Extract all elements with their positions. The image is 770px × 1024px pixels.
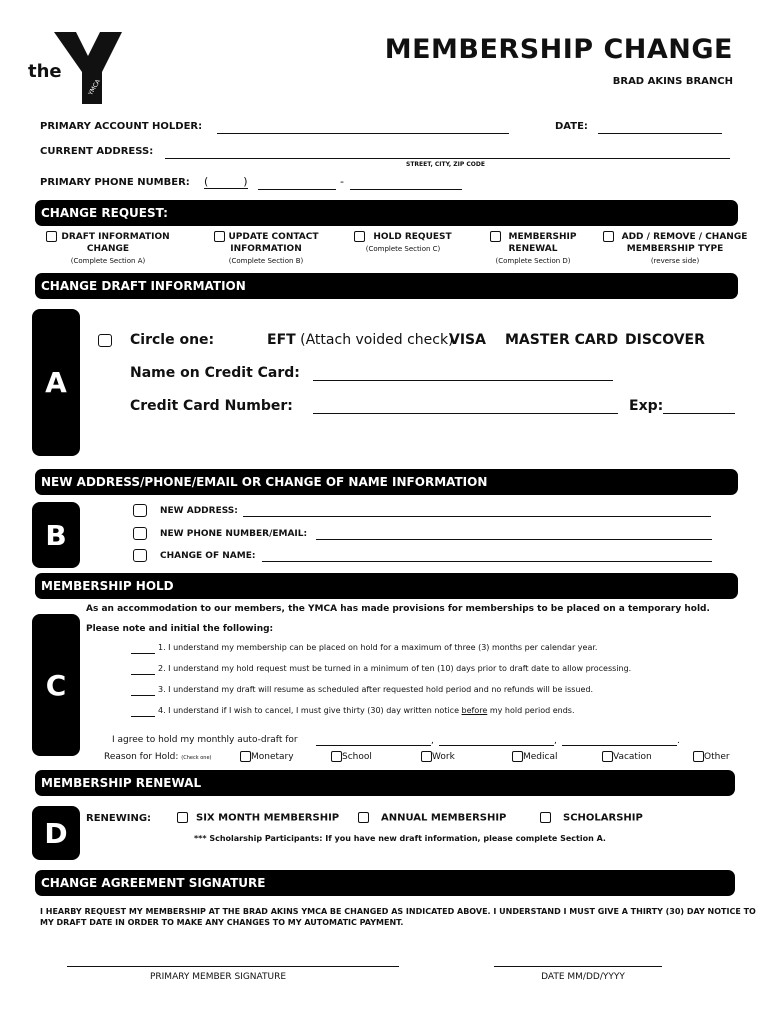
phone-area-code[interactable]: ( ) — [204, 175, 248, 188]
page-title: MEMBERSHIP CHANGE — [384, 34, 733, 65]
change-option-draft[interactable] — [38, 231, 178, 265]
signature-date-field[interactable] — [494, 966, 662, 967]
comma: , — [431, 736, 434, 746]
change-option-renewal[interactable] — [468, 231, 598, 265]
change-name-checkbox[interactable] — [133, 549, 147, 562]
section-c-bar: MEMBERSHIP HOLD — [35, 573, 738, 599]
term4-before: before — [461, 706, 488, 715]
section-c-tab: C — [32, 614, 80, 756]
exp-field[interactable] — [663, 413, 735, 414]
reason-label — [104, 752, 211, 762]
change-request-bar: CHANGE REQUEST: — [35, 200, 738, 226]
scholarship-option[interactable] — [540, 812, 643, 824]
new-address-field[interactable] — [243, 516, 711, 517]
hold-month-1[interactable] — [316, 745, 431, 746]
checkbox[interactable] — [354, 231, 365, 242]
option-line1: DRAFT INFORMATION — [61, 232, 170, 242]
option-line1: UPDATE CONTACT — [228, 232, 319, 242]
member-signature-field[interactable] — [67, 966, 399, 967]
initial-field[interactable] — [131, 674, 155, 675]
term4-end: my hold period ends. — [487, 706, 575, 715]
logo-the-text: the — [28, 61, 62, 82]
reason-option-label: Other — [704, 752, 730, 762]
checkbox[interactable] — [490, 231, 501, 242]
holder-label: PRIMARY ACCOUNT HOLDER: — [40, 121, 203, 132]
change-option-type[interactable] — [590, 231, 760, 265]
option-line2: CHANGE — [86, 244, 130, 254]
reason-option-label: Monetary — [251, 752, 294, 762]
checkbox[interactable] — [358, 812, 369, 823]
reason-option-label: Vacation — [613, 752, 652, 762]
reason-option-label: School — [342, 752, 372, 762]
address-field[interactable] — [165, 158, 730, 159]
new-address-label: NEW ADDRESS: — [160, 506, 238, 516]
visa-option[interactable]: VISA — [449, 332, 486, 348]
exp-label: Exp: — [629, 398, 664, 414]
comma: , — [554, 736, 557, 746]
signature-date-label: DATE MM/DD/YYYY — [541, 972, 625, 982]
section-d-tab: D — [32, 806, 80, 860]
checkbox[interactable] — [240, 751, 251, 762]
checkbox[interactable] — [214, 231, 225, 242]
reason-other[interactable] — [693, 751, 730, 762]
option-line2: INFORMATION — [230, 244, 302, 254]
scholarship-note: *** Scholarship Participants: If you have new draft information, please complete Section A. — [194, 834, 606, 843]
option-line2: MEMBERSHIP TYPE — [626, 244, 724, 254]
card-number-field[interactable] — [313, 413, 618, 414]
option-note: (Complete Section D) — [495, 257, 571, 265]
initial-field[interactable] — [131, 716, 155, 717]
reason-medical[interactable] — [512, 751, 557, 762]
reason-work[interactable] — [421, 751, 455, 762]
section-a-bar: CHANGE DRAFT INFORMATION — [35, 273, 738, 299]
branch-name: BRAD AKINS BRANCH — [612, 76, 733, 87]
address-hint: STREET, CITY, ZIP CODE — [406, 161, 485, 168]
section-b-bar: NEW ADDRESS/PHONE/EMAIL OR CHANGE OF NAME INFORMATION — [35, 469, 738, 495]
option-note: (Complete Section B) — [228, 257, 304, 265]
card-name-label: Name on Credit Card: — [130, 365, 300, 381]
date-label: DATE: — [555, 121, 588, 132]
new-phone-checkbox[interactable] — [133, 527, 147, 540]
annual-label: ANNUAL MEMBERSHIP — [381, 812, 507, 824]
section-b-tab: B — [32, 502, 80, 568]
mastercard-option[interactable]: MASTER CARD — [505, 332, 619, 348]
checkbox[interactable] — [421, 751, 432, 762]
new-phone-label: NEW PHONE NUMBER/EMAIL: — [160, 529, 308, 539]
reason-school[interactable] — [331, 751, 372, 762]
option-note: (reverse side) — [650, 257, 700, 265]
phone-line-field[interactable] — [350, 189, 462, 190]
checkbox[interactable] — [540, 812, 551, 823]
change-option-contact[interactable] — [196, 231, 336, 265]
new-phone-field[interactable] — [316, 539, 712, 540]
hold-term-3: 3. I understand my draft will resume as scheduled after requested hold period and no refunds will be issued. — [158, 685, 594, 694]
agree-text: I agree to hold my monthly auto-draft for — [112, 735, 298, 745]
option-line1: MEMBERSHIP — [508, 232, 577, 242]
checkbox[interactable] — [512, 751, 523, 762]
eft-label: EFT — [267, 332, 296, 348]
period: . — [677, 736, 680, 746]
checkbox[interactable] — [602, 751, 613, 762]
discover-option[interactable]: DISCOVER — [625, 332, 705, 348]
circle-one-checkbox[interactable] — [98, 334, 112, 347]
checkbox[interactable] — [177, 812, 188, 823]
option-line1: HOLD REQUEST — [373, 232, 452, 242]
annual-option[interactable] — [358, 812, 506, 824]
scholarship-label: SCHOLARSHIP — [563, 812, 643, 824]
section-d-bar: MEMBERSHIP RENEWAL — [35, 770, 735, 796]
circle-one-label: Circle one: — [130, 332, 215, 348]
option-line1: ADD / REMOVE / CHANGE — [621, 232, 748, 242]
phone-dash: - — [340, 175, 344, 188]
checkbox[interactable] — [46, 231, 57, 242]
date-field[interactable] — [598, 133, 722, 134]
reason-monetary[interactable] — [240, 751, 294, 762]
ymca-y-icon — [52, 30, 124, 106]
address-label: CURRENT ADDRESS: — [40, 146, 154, 157]
phone-prefix-field[interactable] — [258, 189, 336, 190]
renewing-label: RENEWING: — [86, 813, 152, 824]
change-option-hold[interactable] — [338, 231, 468, 253]
six-month-label: SIX MONTH MEMBERSHIP — [196, 812, 340, 824]
eft-option[interactable] — [267, 332, 454, 348]
reason-option-label: Medical — [523, 752, 558, 762]
logo-ymca-text: YMCA — [87, 78, 102, 97]
holder-field[interactable] — [217, 133, 509, 134]
section-a-tab: A — [32, 309, 80, 456]
checkbox[interactable] — [693, 751, 704, 762]
six-month-option[interactable] — [177, 812, 339, 824]
ymca-logo — [28, 28, 128, 106]
card-name-field[interactable] — [313, 380, 613, 381]
initial-field[interactable] — [131, 695, 155, 696]
change-name-field[interactable] — [262, 561, 712, 562]
hold-term-1: 1. I understand my membership can be placed on hold for a maximum of three (3) months per calendar year. — [158, 643, 598, 652]
hold-intro: As an accommodation to our members, the YMCA has made provisions for memberships to be placed on a temporary hold. — [86, 604, 710, 614]
reason-vacation[interactable] — [602, 751, 652, 762]
signature-bar: CHANGE AGREEMENT SIGNATURE — [35, 870, 735, 896]
new-address-checkbox[interactable] — [133, 504, 147, 517]
reason-note: (Check one) — [181, 755, 212, 761]
signature-statement: I HEARBY REQUEST MY MEMBERSHIP AT THE BRAD AKINS YMCA BE CHANGED AS INDICATED ABOVE. I UNDERSTAND I MUST GIVE A THIRTY (30) DAY NOTICE TO MY DRAFT DATE IN ORDER TO MAKE ANY CHANGES TO MY AUTOMATIC PAYMENT. — [40, 907, 756, 927]
initial-field[interactable] — [131, 653, 155, 654]
hold-month-3[interactable] — [562, 745, 677, 746]
hold-term-4 — [158, 706, 575, 715]
option-note: (Complete Section C) — [365, 245, 441, 253]
term4-text: 4. I understand if I wish to cancel, I must give thirty (30) day written notice — [158, 706, 462, 715]
reason-option-label: Work — [432, 752, 455, 762]
hold-term-2: 2. I understand my hold request must be turned in a minimum of ten (10) days prior to draft date to allow processing. — [158, 664, 632, 673]
option-note: (Complete Section A) — [70, 257, 146, 265]
option-line2: RENEWAL — [508, 244, 558, 254]
card-number-label: Credit Card Number: — [130, 398, 293, 414]
change-name-label: CHANGE OF NAME: — [160, 551, 256, 561]
hold-please-note: Please note and initial the following: — [86, 624, 274, 634]
phone-label: PRIMARY PHONE NUMBER: — [40, 177, 190, 188]
checkbox[interactable] — [331, 751, 342, 762]
hold-month-2[interactable] — [439, 745, 554, 746]
reason-text: Reason for Hold: — [104, 752, 179, 762]
eft-note: (Attach voided check) — [300, 332, 454, 348]
member-signature-label: PRIMARY MEMBER SIGNATURE — [149, 972, 287, 982]
checkbox[interactable] — [603, 231, 614, 242]
